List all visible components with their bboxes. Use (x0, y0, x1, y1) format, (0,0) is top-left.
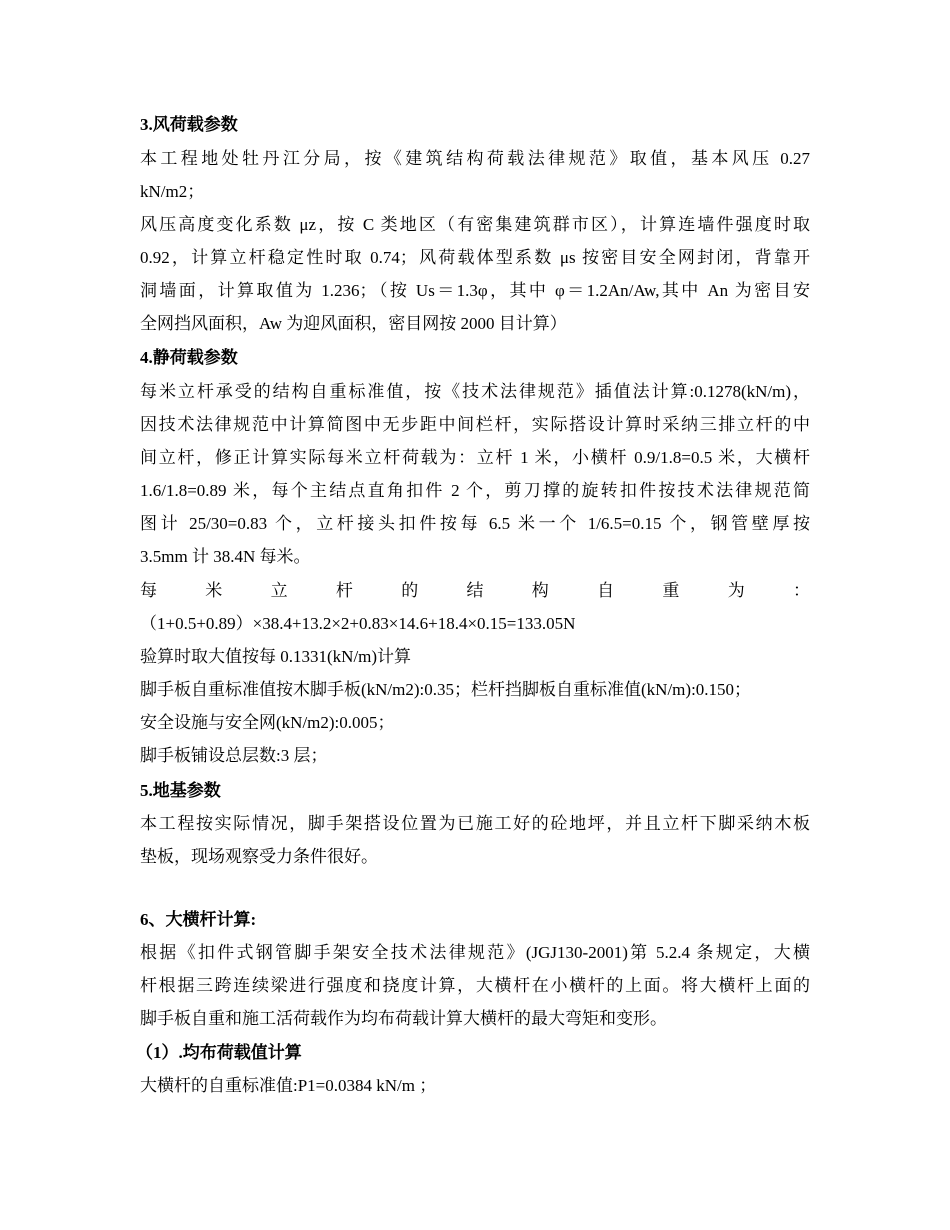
formula-line: （1+0.5+0.89）×38.4+13.2×2+0.83×14.6+18.4×0.15=133.05N (140, 614, 576, 633)
section-4-heading: 4.静荷载参数 (140, 348, 238, 367)
paragraph-line: 安全设施与安全网(kN/m2):0.005； (140, 713, 395, 732)
paragraph-line: 因技术法律规范中计算简图中无步距中间栏杆，实际搭设计算时采纳三排立杆的中 (140, 415, 810, 434)
paragraph-line: 根据《扣件式钢管脚手架安全技术法律规范》(JGJ130-2001)第 5.2.4 条规定，大横 (140, 943, 810, 962)
section-6-heading: 6、大横杆计算: (140, 910, 257, 929)
paragraph-line: 大横杆的自重标准值:P1=0.0384 kN/m ； (140, 1076, 437, 1095)
paragraph-line: 风压高度变化系数 μz，按 C 类地区（有密集建筑群市区），计算连墙件强度时取 (140, 215, 810, 234)
paragraph-line: 全网挡风面积，Aw 为迎风面积，密目网按 2000 目计算） (140, 314, 567, 333)
paragraph-line: 脚手板自重和施工活荷载作为均布荷载计算大横杆的最大弯矩和变形。 (140, 1009, 667, 1028)
paragraph-line: 洞墙面，计算取值为 1.236；（按 Us＝1.3φ，其中 φ＝1.2An/Aw,其中 An 为密目安 (140, 281, 810, 300)
section-5-heading: 5.地基参数 (140, 781, 221, 800)
section-3-heading: 3.风荷载参数 (140, 115, 238, 134)
paragraph-line: 1.6/1.8=0.89 米，每个主结点直角扣件 2 个，剪刀撑的旋转扣件按技术法律规范简 (140, 481, 810, 500)
paragraph-line: 间立杆，修正计算实际每米立杆荷载为：立杆 1 米，小横杆 0.9/1.8=0.5 米，大横杆 (140, 448, 810, 467)
paragraph-line: 脚手板铺设总层数:3 层； (140, 746, 328, 765)
paragraph-line: 0.92，计算立杆稳定性时取 0.74；风荷载体型系数 μs 按密目安全网封闭，背靠开 (140, 248, 810, 267)
paragraph-line: 垫板，现场观察受力条件很好。 (140, 847, 378, 866)
subsection-heading: （1）.均布荷载值计算 (136, 1043, 302, 1062)
paragraph-line: 图计 25/30=0.83 个，立杆接头扣件按每 6.5 米一个 1/6.5=0.15 个，钢管壁厚按 (140, 514, 810, 533)
paragraph-line: 杆根据三跨连续梁进行强度和挠度计算，大横杆在小横杆的上面。将大横杆上面的 (140, 976, 810, 995)
paragraph-line: 本工程地处牡丹江分局，按《建筑结构荷载法律规范》取值，基本风压 0.27 (140, 149, 810, 168)
paragraph-line: 3.5mm 计 38.4N 每米。 (140, 547, 311, 566)
paragraph-line: 每米立杆承受的结构自重标准值，按《技术法律规范》插值法计算:0.1278(kN/m)， (140, 382, 810, 401)
paragraph-line: 每 米 立 杆 的 结 构 自 重 为 ： (140, 581, 810, 600)
paragraph-line: 本工程按实际情况，脚手架搭设位置为已施工好的砼地坪，并且立杆下脚采纳木板 (140, 814, 810, 833)
paragraph-line: 验算时取大值按每 0.1331(kN/m)计算 (140, 647, 412, 666)
paragraph-line: kN/m2； (140, 182, 205, 201)
paragraph-line: 脚手板自重标准值按木脚手板(kN/m2):0.35；栏杆挡脚板自重标准值(kN/m):0.150； (140, 680, 752, 699)
